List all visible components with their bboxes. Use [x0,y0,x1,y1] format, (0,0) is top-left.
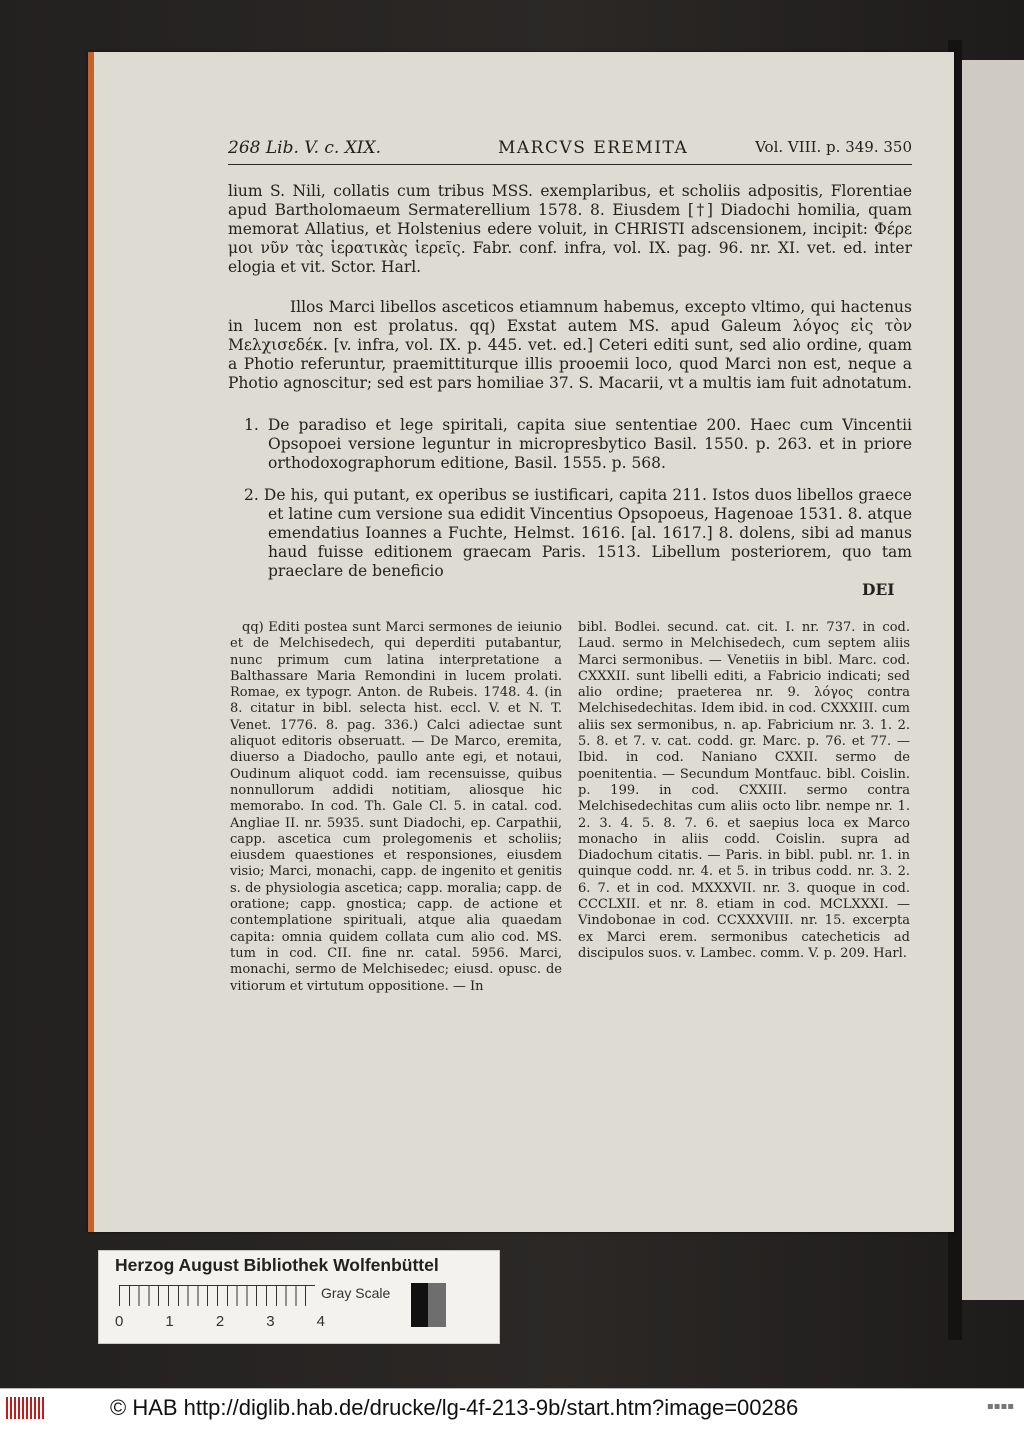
main-paragraph: Illos Marci libellos asceticos etiamnum habemus, excepto vltimo, qui hactenus in lucem non est prolatus. qq) Exstat autem MS. apud Galeum λόγος εἰς τὸν Μελχισεδέκ. [v. infra, vol. IX. p. 445. vet. ed.] Ceteri editi sunt, sed alio ordine, quam a Photio referuntur, praemittiturque illis prooemii loco, quod Marci non est, neque a Photio agnoscitur; sed est pars homiliae 37. S. Macarii, vt a multis iam fuit adnotatum. [228,298,912,392]
ruler-number: 4 [316,1313,325,1330]
adjacent-page-edge [962,60,1024,1300]
gray-swatches [411,1283,463,1327]
running-title: MARCVS EREMITA [498,138,689,158]
running-head [228,138,912,165]
ruler-number: 0 [115,1313,124,1330]
gray-swatch-dark [411,1283,428,1327]
hab-logo-icon [6,1397,46,1419]
catchword: DEI [862,580,895,599]
gray-swatch-mid [428,1283,445,1327]
intro-paragraph: lium S. Nili, collatis cum tribus MSS. exemplaribus, et scholiis adpositis, Florentiae apud Bartholomaeum Sermaterellium 1578. 8. Eiusdem [†] Diadochi homilia, quam memorat Allatius, et Holstenius edere voluit, in CHRISTI adscensionem, incipit: Φέρε μοι νῦν τὰς ἱερατικὰς ἱερεῖς. Fabr. conf. infra, vol. IX. pag. 96. nr. XI. vet. ed. inter elogia et vit. Sctor. Harl. [228,182,912,276]
ruler-number: 3 [266,1313,275,1330]
footer-bar [0,1388,1024,1429]
page-reference: 268 Lib. V. c. XIX. [228,138,382,158]
gray-swatch-light [446,1283,463,1327]
gray-scale-label: Gray Scale [321,1285,391,1301]
library-name: Herzog August Bibliothek Wolfenbüttel [115,1255,439,1275]
footnote-right-column: bibl. Bodlei. secund. cat. cit. I. nr. 737. in cod. Laud. sermo in Melchisedech, cum septem aliis Marci sermonibus. — Venetiis in bibl. Marc. cod. CXXXII. sunt libelli editi, a Fabricio indicati; sed alio ordine; praeterea nr. 9. λόγος contra Melchisedechitas. Idem ibid. in cod. CXXXIII. cum aliis sex sermonibus, n. ap. Fabricium nr. 3. 1. 2. 5. 8. et 7. v. cat. codd. gr. Marc. p. 76. et 77. — Ibid. in cod. Naniano CXXII. sermo de poenitentia. — Secundum Montfauc. bibl. Coislin. p. 199. in cod. CXXIII. sermo contra Melchisedechitas cum aliis octo libr. nempe nr. 1. 2. 3. 4. 5. 8. 7. 6. et saepius loca ex Marco monacho in aliis codd. Coislin. supra ad Diadochum citatis. — Paris. in bibl. publ. nr. 1. in quinque codd. nr. 4. et 5. in tribus codd. nr. 3. 2. 6. 7. et in cod. MXXXVII. nr. 3. quoque in cod. CCCLXII. et nr. 8. etiam in cod. MCLXXXI. — Vindobonae in cod. CCXXXVIII. nr. 15. excerpta ex Marci erem. sermonibus catecheticis ad discipulos suos. v. Lambec. comm. V. p. 209. Harl. [578,620,910,961]
library-color-card [98,1250,500,1344]
volume-reference: Vol. VIII. p. 349. 350 [755,138,912,156]
footer-dots: ▪▪▪▪ [986,1401,1014,1412]
scale-ruler [119,1285,315,1306]
list-item-2: 2. De his, qui putant, ex operibus se iustificari, capita 211. Istos duos libellos graece et latine cum versione sua edidit Vincentius Opsopoeus, Hagenoae 1531. 8. atque emendatius Ioannes a Fuchte, Helmst. 1616. [al. 1617.] 8. dolens, sibi ad manus haud fuisse editionem graecam Paris. 1513. Libellum posteriorem, quo tam praeclare de beneficio [244,486,912,580]
footnote-left-column: qq) Editi postea sunt Marci sermones de ieiunio et de Melchisedech, qui deperditi putabantur, nunc primum cum latina interpretatione a Balthassare Maria Remondini in lucem prolati. Romae, ex typogr. Anton. de Rubeis. 1748. 4. (in 8. citatur in bibl. selecta hist. eccl. V. et N. T. Venet. 1776. 8. pag. 336.) Calci adiectae sunt aliquot editoris obseruatt. — De Marco, eremita, diuerso a Diadocho, paullo ante egi, et notaui, Oudinum aliquot codd. iam recensuisse, quibus nonnullorum addidi notitiam, aliosque hic memorabo. In cod. Th. Gale Cl. 5. in catal. cod. Angliae II. nr. 5935. sunt Diadochi, ep. Carpathii, capp. ascetica cum prolegomenis et scholiis; eiusdem quaestiones et responsiones, eiusdem visio; Marci, monachi, capp. de ingenito et genitis s. de physiologia ascetica; capp. moralia; capp. de oratione; capp. gnostica; capp. de actione et contemplatione spirituali, atque alia quaedam capita: omnia quidem collata cum alio cod. MS. tum in cod. CII. fine nr. catal. 5956. Marci, monachi, sermo de Melchisedec; eiusd. opusc. de vitiorum et virtutum oppositione. — In [230,620,562,994]
ruler-numbers [115,1313,325,1330]
ruler-number: 1 [165,1313,174,1330]
ruler-number: 2 [215,1313,225,1330]
copyright-url[interactable]: © HAB http://diglib.hab.de/drucke/lg-4f-213-9b/start.htm?image=00286 [110,1395,799,1420]
list-item-1: 1. De paradiso et lege spiritali, capita siue sententiae 200. Haec cum Vincentii Opsopoei versione leguntur in micropresbytico Basil. 1550. p. 263. et in priore orthodoxographorum editione, Basil. 1555. p. 568. [244,416,912,472]
